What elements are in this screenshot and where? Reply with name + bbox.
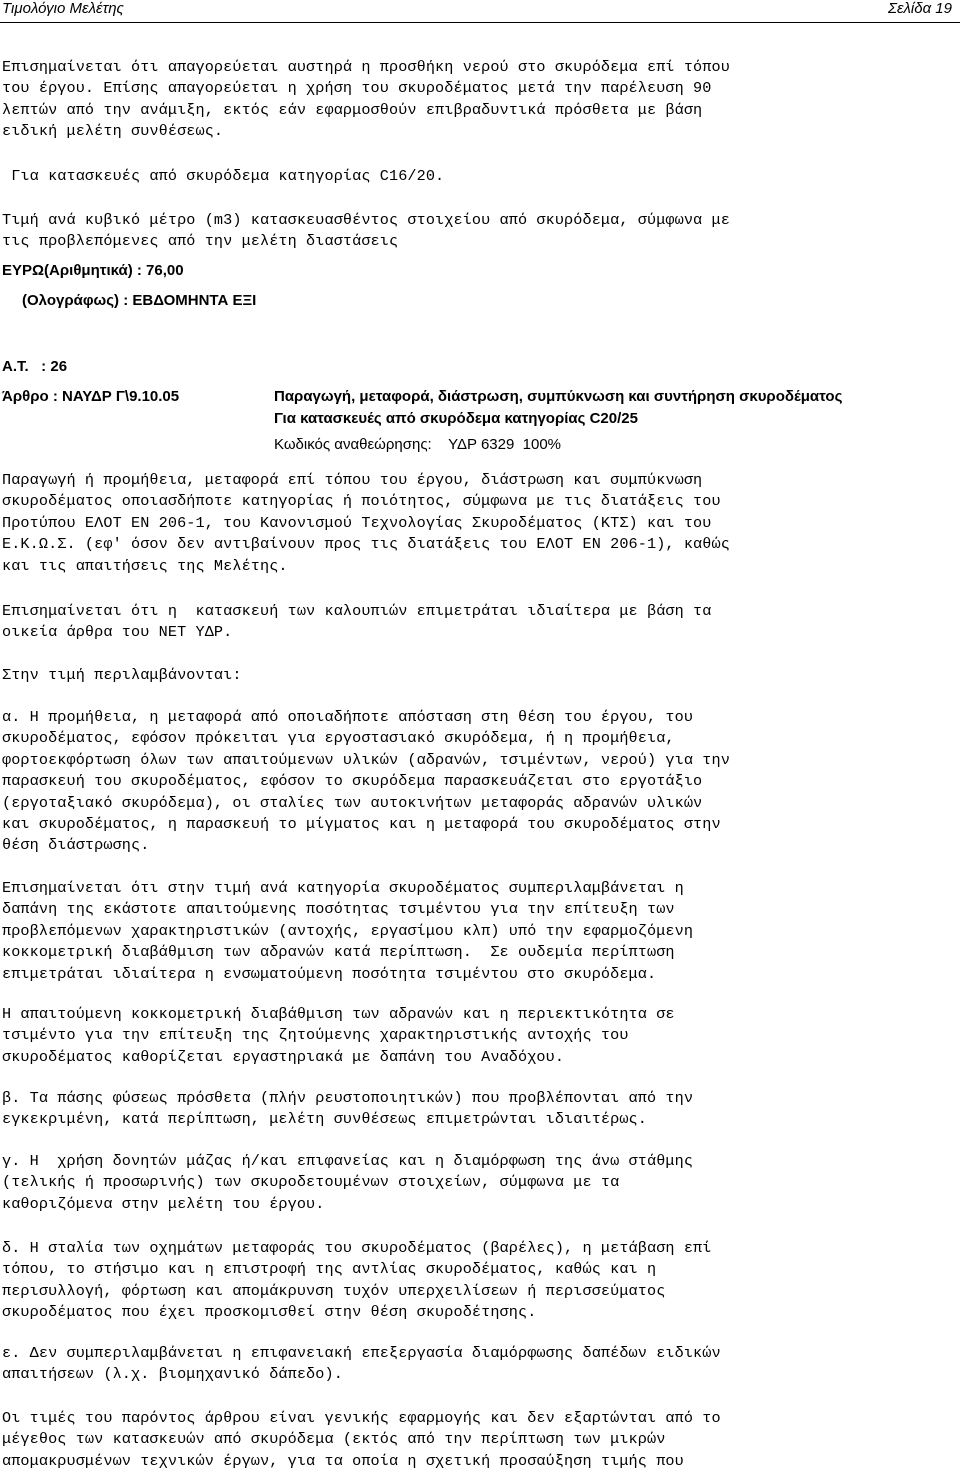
text-line: Η απαιτούμενη κοκκομετρική διαβάθμιση των αδρανών και η περιεκτικότητα σε: [2, 1005, 675, 1023]
text-line: σκυροδέματος καθορίζεται εργαστηριακά με δαπάνη του Αναδόχου.: [2, 1047, 565, 1066]
text-line: επιμετράται ιδιαίτερα η ενσωματούμενη ποσότητα τσιμέντου στο σκυρόδεμα.: [2, 964, 657, 983]
text-line: τις προβλεπόμενες από την μελέτη διαστάσεις: [2, 232, 399, 251]
price-description: [2, 210, 730, 253]
text-line: Ε.Κ.Ω.Σ. (εφ' όσον δεν αντιβαίνουν προς τις διατάξεις του ΕΛΟΤ ΕΝ 206-1), καθώς: [2, 535, 730, 554]
text-line: λεπτών από την ανάμιξη, εκτός εάν εφαρμοσθούν επιβραδυντικά πρόσθετα με βάση: [2, 100, 703, 119]
text-line: Επισημαίνεται ότι στην τιμή ανά κατηγορία σκυροδέματος συμπεριλαμβάνεται η: [2, 879, 684, 897]
price-words: (Ολογράφως) : ΕΒΔΟΜΗΝΤΑ ΕΞΙ: [22, 292, 257, 309]
intro-paragraph: [2, 57, 730, 143]
body-paragraph-5: [2, 878, 693, 985]
body-paragraph-8: [2, 1151, 693, 1215]
text-line: σκυροδέματος, εφόσον πρόκειται για εργοστασιακό σκυρόδεμα, ή η προμήθεια,: [2, 729, 675, 748]
text-line: Επισημαίνεται ότι απαγορεύεται αυστηρά η προσθήκη νερού στο σκυρόδεμα επί τόπου: [2, 58, 730, 76]
text-line: β. Τα πάσης φύσεως πρόσθετα (πλήν ρευστοποιητικών) που προβλέπονται από την: [2, 1089, 694, 1107]
text-line: προβλεπόμενων χαρακτηριστικών (αντοχής, εργασίμου κλπ) υπό την εφαρμοζόμενη: [2, 921, 694, 940]
text-line: δαπάνη της εκάστοτε απαιτούμενης ποσότητας τσιμέντου για την επίτευξη των: [2, 900, 675, 919]
body-paragraph-3: [2, 665, 242, 686]
text-line: μέγεθος των κατασκευών από σκυρόδεμα (εκτός από την περίπτωση των μικρών: [2, 1430, 666, 1449]
text-line: Προτύπου ΕΛΟΤ ΕΝ 206-1, του Κανονισμού Τεχνολογίας Σκυροδέματος (ΚΤΣ) και του: [2, 513, 712, 532]
text-line: περισυλλογή, φόρτωση και απομάκρυνση τυχόν υπερχειλίσεων ή περισσεύματος: [2, 1281, 666, 1300]
text-line: δ. Η σταλία των οχημάτων μεταφοράς του σκυροδέματος (βαρέλες), η μετάβαση επί: [2, 1239, 712, 1257]
text-line: α. Η προμήθεια, η μεταφορά από οποιαδήποτε απόσταση στη θέση του έργου, του: [2, 708, 694, 726]
text-line: τόπου, το στήσιμο και η επιστροφή της αντλίας σκυροδέματος, καθώς και η: [2, 1260, 657, 1279]
body-paragraph-9: [2, 1238, 711, 1324]
text-line: Στην τιμή περιλαμβάνονται:: [2, 666, 242, 684]
text-line: ειδική μελέτη συνθέσεως.: [2, 122, 224, 141]
text-line: Επισημαίνεται ότι η κατασκευή των καλουπιών επιμετράται ιδιαίτερα με βάση τα: [2, 602, 712, 620]
text-line: γ. Η χρήση δονητών μάζας ή/και επιφανείας και η διαμόρφωση της άνω στάθμης: [2, 1152, 694, 1170]
article-subtitle: Για κατασκευές από σκυρόδεμα κατηγορίας C20/25: [274, 410, 638, 427]
text-line: Τιμή ανά κυβικό μέτρο (m3) κατασκευασθέντος στοιχείου από σκυρόδεμα, σύμφωνα με: [2, 211, 730, 229]
text-line: απομακρυσμένων τεχνικών έργων, για τα οποία η σχετική προσαύξηση τιμής που: [2, 1451, 684, 1470]
body-paragraph-1: [2, 470, 730, 577]
text-line: σκυροδέματος οποιασδήποτε κατηγορίας ή ποιότητος, σύμφωνα με τις διατάξεις του: [2, 492, 721, 511]
body-paragraph-2: [2, 601, 711, 644]
article-code: Άρθρο : ΝΑΥΔΡ Γ\9.10.05: [2, 388, 180, 405]
text-line: φορτοεκφόρτωση όλων των απαιτούμενων υλικών (αδρανών, τσιμέντων, νερού) για την: [2, 750, 730, 769]
document-title: Τιμολόγιο Μελέτης: [2, 0, 124, 17]
body-paragraph-4: [2, 707, 730, 857]
text-line: (τελικής ή προσωρινής) των σκυροδετουμένων στοιχείων, σύμφωνα με τα: [2, 1173, 620, 1192]
body-paragraph-10: [2, 1343, 721, 1386]
text-line: σκυροδέματος που έχει προσκομισθεί στην θέση σκυροδέτησης.: [2, 1303, 537, 1322]
text-line: τσιμέντο για την επίτευξη της ζητούμενης χαρακτηριστικής αντοχής του: [2, 1026, 629, 1045]
text-line: Οι τιμές του παρόντος άρθρου είναι γενικής εφαρμογής και δεν εξαρτώνται από το: [2, 1409, 721, 1427]
text-line: απαιτήσεων (λ.χ. βιομηχανικό δάπεδο).: [2, 1365, 343, 1384]
text-line: κοκκομετρική διαβάθμιση των αδρανών κατά περίπτωση. Σε ουδεμία περίπτωση: [2, 943, 675, 962]
page-header: [0, 0, 960, 23]
subtitle: Για κατασκευές από σκυρόδεμα κατηγορίας C16/20.: [2, 167, 445, 185]
article-number: Α.Τ. : 26: [2, 358, 68, 375]
article-title: Παραγωγή, μεταφορά, διάστρωση, συμπύκνωση και συντήρηση σκυροδέματος: [274, 388, 843, 405]
price-numeric: ΕΥΡΩ(Αριθμητικά) : 76,00: [2, 262, 184, 279]
text-line: καθοριζόμενα στην μελέτη του έργου.: [2, 1194, 325, 1213]
text-line: (εργοταξιακό σκυρόδεμα), οι σταλίες των αυτοκινήτων μεταφοράς αδρανών υλικών: [2, 793, 703, 812]
text-line: θέση διάστρωσης.: [2, 836, 150, 855]
page-number: Σελίδα 19: [887, 0, 952, 17]
text-line: παρασκευή του σκυροδέματος, εφόσον το σκυρόδεμα παρασκευάζεται στο εργοτάξιο: [2, 772, 703, 791]
body-paragraph-7: [2, 1088, 693, 1131]
text-line: και σκυροδέματος, η παρασκευή το μίγματος και η μεταφορά του σκυροδέματος στην: [2, 815, 721, 834]
text-line: οικεία άρθρα του ΝΕΤ ΥΔΡ.: [2, 623, 233, 642]
text-line: του έργου. Επίσης απαγορεύεται η χρήση του σκυροδέματος μετά την παρέλευση 90: [2, 79, 712, 98]
text-line: εγκεκριμένη, κατά περίπτωση, μελέτη συνθέσεως επιμετρώνται ιδιαιτέρως.: [2, 1110, 647, 1129]
text-line: ε. Δεν συμπεριλαμβάνεται η επιφανειακή επεξεργασία διαμόρφωσης δαπέδων ειδικών: [2, 1344, 721, 1362]
text-line: Παραγωγή ή προμήθεια, μεταφορά επί τόπου του έργου, διάστρωση και συμπύκνωση: [2, 471, 703, 489]
body-paragraph-6: [2, 1004, 675, 1068]
text-line: και τις απαιτήσεις της Μελέτης.: [2, 556, 288, 575]
revision-code: Κωδικός αναθεώρησης: ΥΔΡ 6329 100%: [274, 436, 562, 453]
body-paragraph-11: [2, 1408, 721, 1472]
